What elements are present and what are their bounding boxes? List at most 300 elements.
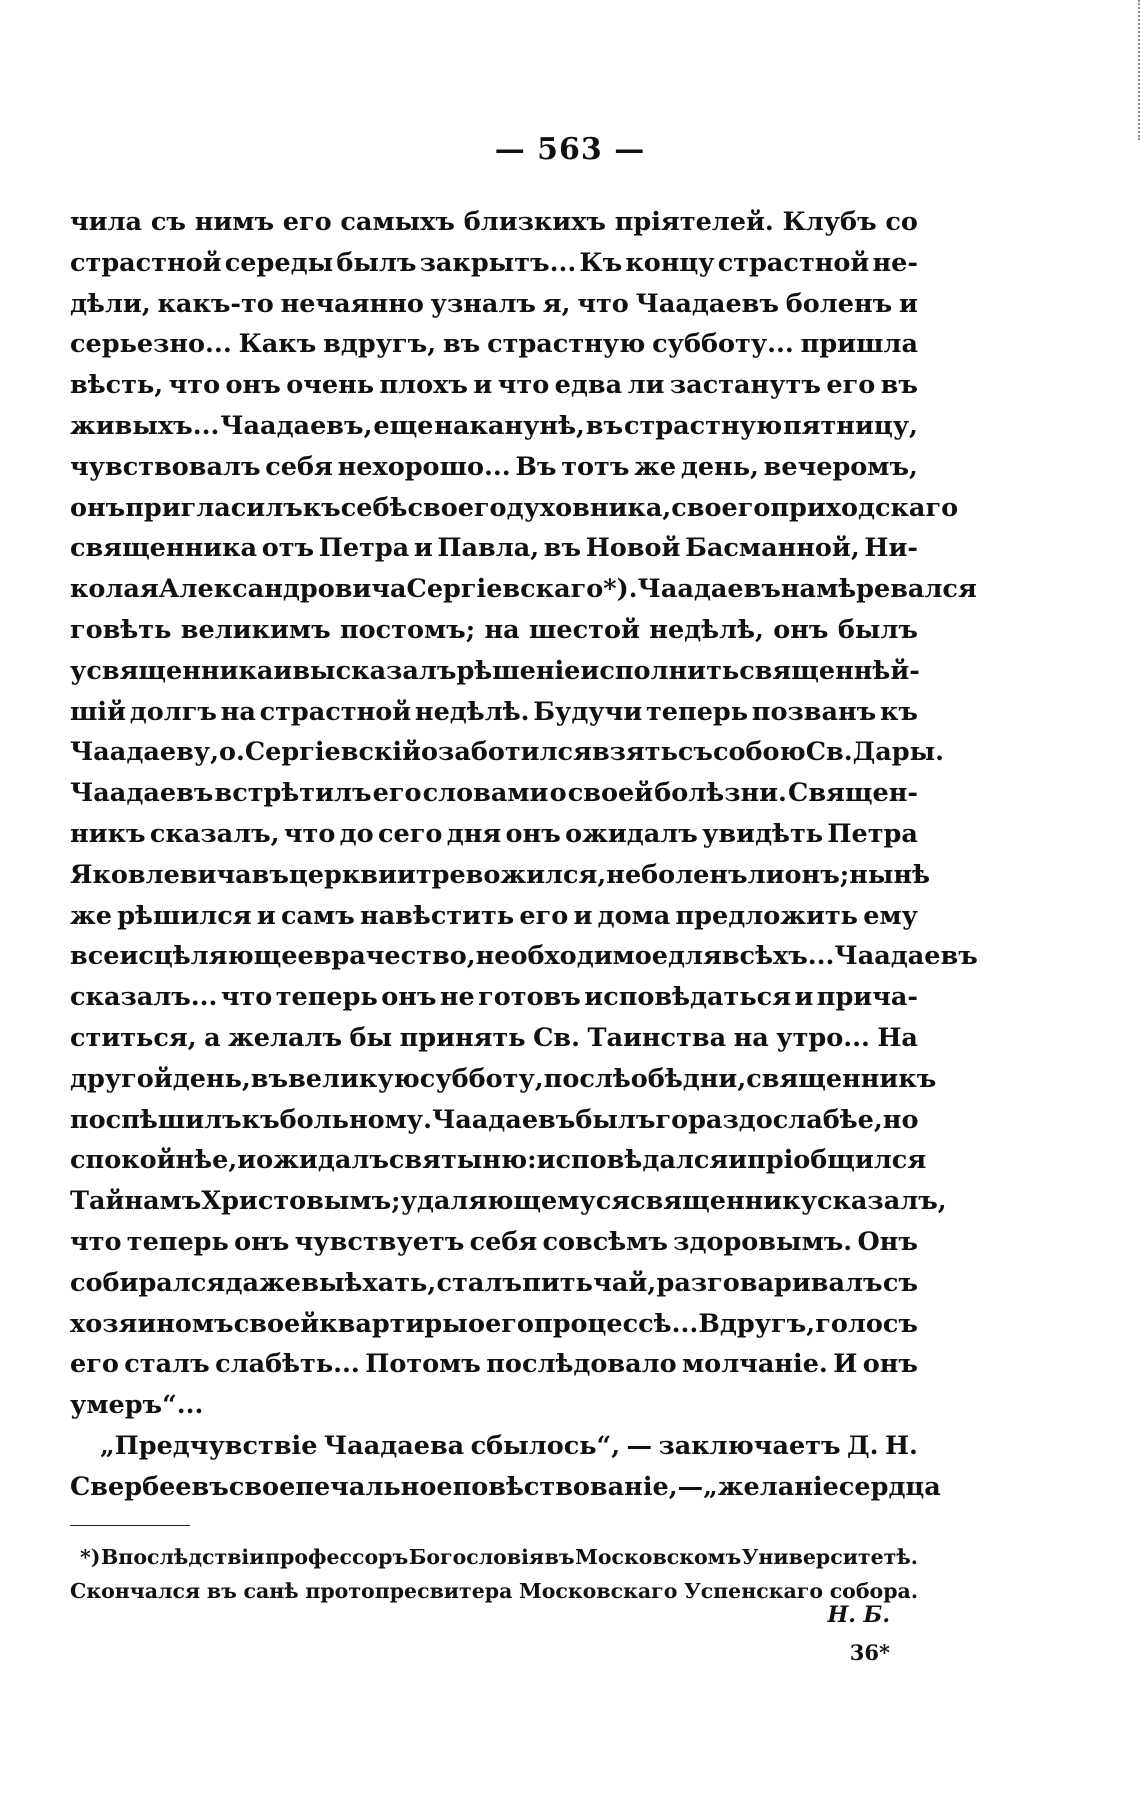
word: удаляющемуся [400,1186,631,1217]
word: былъ [837,614,918,645]
word: наканунѣ, [434,410,585,441]
word: исповѣдаться [584,982,792,1013]
word: онъ [505,818,561,849]
word: нехорошо... [337,451,511,482]
word: онъ [234,1226,290,1257]
word: увидѣть [702,818,824,849]
word: Успенскаго [684,1579,824,1603]
word: вѣсть, [70,370,164,401]
text-line [70,1263,918,1304]
word: повѣствованіе, [452,1471,678,1502]
word: молчаніе. [682,1349,828,1380]
word: никъ [70,818,146,849]
word: голосъ [815,1308,918,1339]
word: онъ [225,370,281,401]
scan-edge-artifact [1130,0,1140,140]
word: что [220,982,273,1013]
word: а [204,1022,221,1053]
word: рѣшеніе [456,655,581,686]
text-line [70,651,918,692]
word: дня [446,818,502,849]
word: другой [70,1063,173,1094]
word: до [339,818,374,849]
word: заключаетъ [658,1430,841,1461]
word: квартиры [319,1308,468,1339]
word: еще [373,410,434,441]
text-line [70,814,918,855]
word: Св. [805,737,853,768]
word: выѣхать, [301,1267,437,1298]
word: приходскаго [770,492,959,523]
word: день, [680,451,759,482]
word: Св. [533,1022,580,1053]
word: тотъ [561,451,630,482]
word: и [728,1145,748,1176]
word: закрытъ... [419,247,577,278]
word: и [273,655,293,686]
word: недѣлѣ. [414,696,530,727]
word: его [282,207,332,237]
word: вдругъ, [323,329,437,360]
word: застанутъ [669,370,821,401]
word: санѣ [243,1579,299,1603]
word: страстную [623,410,783,441]
word: его [519,900,569,931]
word: къ [302,492,341,523]
word: чувствовалъ [70,451,261,482]
text-line [70,284,918,325]
text-line [70,1467,941,1508]
word: же [634,451,677,482]
word: страстную [487,329,646,360]
text-line [70,977,918,1018]
word: у [70,655,87,686]
word: собора. [829,1579,918,1603]
word: Д. [846,1430,879,1461]
word: онъ [773,614,829,645]
text-line [70,692,918,733]
word: Чаадаеву, [70,737,219,768]
word: Чаадаевъ, [220,410,373,441]
word: онъ; [784,859,850,890]
word: чила [70,207,143,237]
word: субботу... [652,329,794,360]
word: сталъ [124,1349,210,1380]
word: позванъ [751,696,877,727]
word: слабѣть... [215,1349,360,1380]
word: профессоръ [265,1545,409,1569]
word: къ [879,696,918,727]
word: всѣхъ... [721,941,835,972]
word: собирался [70,1267,226,1298]
word: Тайнамъ [70,1186,202,1217]
word: больному. [279,1104,432,1135]
word: обѣдни, [630,1063,747,1094]
word: не- [872,247,918,278]
word: что [577,288,629,319]
word: день, [172,1063,251,1094]
word: своей [567,778,654,809]
word: встрѣтилъ [214,778,372,809]
footnote-signature: Н. Б. [827,1602,890,1628]
word: Вдругъ, [698,1308,816,1339]
word: бы [349,1022,393,1053]
word: ли [627,370,665,401]
word: Къ [579,247,623,278]
word: съ [882,1267,918,1298]
word: сего [378,818,443,849]
word: пріобщился [747,1145,927,1176]
word: нечаянно [280,288,424,319]
word: великимъ [180,614,331,645]
word: сказалъ, [149,818,280,849]
word: *). [603,574,638,605]
word: въ [250,1063,289,1094]
text-line [70,1304,918,1345]
word: протопресвитера [305,1579,513,1603]
word: въ [442,329,481,360]
text-line [70,406,918,447]
text-line [70,1018,918,1059]
word: я, [542,288,571,319]
word: Петра [318,533,410,564]
text-line [70,447,918,488]
word: нынѣ [849,859,931,890]
footnote-divider [70,1525,190,1526]
word: Чаадаевъ [431,1104,576,1135]
word: со [885,207,918,237]
word: Скончался [70,1579,201,1603]
word: пить [522,1267,593,1298]
word: и [899,288,918,319]
word: живыхъ... [70,410,220,441]
word: священника [86,655,274,686]
word: онъ [862,1349,918,1380]
word: готовъ [478,982,581,1013]
word: поспѣшилъ [70,1104,242,1135]
word: что [497,370,550,401]
word: Свербеевъ [70,1471,229,1502]
word: Клубъ [782,207,877,237]
text-line [70,936,978,977]
text-line [70,1059,937,1100]
word: дѣли, [70,288,151,319]
word: ожидалъ [256,1145,389,1176]
word: пятницу, [783,410,918,441]
word: Московскаго [519,1579,678,1603]
word: онъ [381,982,437,1013]
word: гораздо [655,1104,773,1135]
word: своего [407,492,507,523]
word: желалъ [228,1022,343,1053]
word: Сергіевскій [244,737,422,768]
word: и [396,859,416,890]
word: Какъ [238,329,317,360]
word: священнѣй- [739,655,920,686]
word: „желаніе [703,1471,839,1502]
word: шій [70,696,127,727]
word: теперь [646,696,749,727]
word: хозяиномъ [70,1308,234,1339]
word: утро... [776,1022,870,1053]
word: едва [554,370,623,401]
word: высказалъ [292,655,457,686]
word: Чаадаевъ [70,778,214,809]
word: но [882,1104,919,1135]
word: болѣзни. [654,778,787,809]
word: самъ [281,900,355,931]
word: на [220,696,256,727]
word: собою [712,737,806,768]
word: и [413,533,433,564]
word: Петра [827,818,918,849]
word: Н. [884,1430,918,1461]
text-line [70,202,918,243]
word: шестой [529,614,640,645]
word: Новой [585,533,681,564]
word: и [573,900,593,931]
word: Потомъ [365,1349,481,1380]
word: исполнить [580,655,740,686]
word: Богословія [408,1545,545,1569]
word: Университетѣ. [741,1545,918,1569]
word: церкви [288,859,397,890]
text-line [70,732,945,773]
word: Ни- [864,533,918,564]
word: боленъ [785,288,893,319]
word: „Предчувствіе [100,1430,318,1461]
word: печальное [295,1471,453,1502]
word: своей [233,1308,320,1339]
word: страстной [70,247,222,278]
word: и [237,1145,257,1176]
word: какъ-то [157,288,274,319]
word: чай, [593,1267,657,1298]
word: сталъ [436,1267,522,1298]
word: что [283,818,336,849]
word: слабѣе, [772,1104,883,1135]
word: недѣлѣ, [649,614,764,645]
word: Чаадаевъ [635,288,779,319]
word: пріятелей. [614,207,774,237]
word: колая [70,574,159,605]
text-line [70,528,918,569]
word: въ [251,859,289,890]
text-line [70,1100,918,1141]
word: Чаадаева [323,1430,465,1461]
word: нимъ [194,207,275,237]
word: узналъ [430,288,536,319]
word: Басманной, [685,533,860,564]
text-line [70,1140,927,1181]
word: о [549,778,567,809]
word: послѣ [543,1063,631,1094]
word: прича- [816,982,918,1013]
word: разговаривалъ [656,1267,883,1298]
word: Павла, [437,533,540,564]
word: постомъ; [339,614,476,645]
word: въ [880,370,918,401]
text-line-paragraph-end: умеръ“... [70,1390,204,1421]
word: пришла [800,329,918,360]
word: принять [399,1022,526,1053]
word: съ [150,207,186,237]
word: субботу, [419,1063,544,1094]
word: Священ- [788,778,918,809]
text-line [70,324,918,365]
word: Онъ [857,1226,918,1257]
word: теперь [275,982,378,1013]
word: Таинства [587,1022,727,1053]
word: священника [70,533,258,564]
main-text [70,202,978,1508]
word: озаботился [421,737,592,768]
word: о [467,1308,485,1339]
word: исповѣдался [536,1145,729,1176]
word: Впослѣдствіи [100,1545,265,1569]
word: же [70,900,112,931]
word: говѣть [70,614,172,645]
word: навѣстить [359,900,515,931]
word: совсѣмъ [542,1226,668,1257]
word: Чаадаевъ [834,941,978,972]
word: словами [422,778,549,809]
word: въ [585,410,624,441]
word: близкихъ [463,207,606,237]
word: сбылось“, [470,1430,621,1461]
text-line [70,569,977,610]
word: своего [671,492,771,523]
word: очень [286,370,375,401]
text-line [70,243,918,284]
text-line [70,1222,918,1263]
text-line [70,488,959,529]
word: о. [219,737,245,768]
word: въ [543,533,582,564]
word: его [372,778,422,809]
word: на [733,1022,769,1053]
word: былъ [575,1104,656,1135]
text-line [70,610,918,651]
word: ожидалъ [565,818,698,849]
word: свое [228,1471,296,1502]
word: Въ [515,451,557,482]
word: его [485,1308,534,1339]
word: онъ [70,492,126,523]
word: Будучи [533,696,643,727]
word: себя [469,1226,538,1257]
word: что [168,370,221,401]
text-line-paragraph-start [70,1426,918,1467]
word: и [794,982,814,1013]
word: рѣшился [117,900,252,931]
word: Сергіевскаго [406,574,604,605]
word: и [473,370,493,401]
text-line [70,1344,918,1385]
word: въ [206,1579,237,1603]
word: процессѣ... [534,1308,699,1339]
word: На [877,1022,918,1053]
word: предложить [675,900,858,931]
word: даже [225,1267,301,1298]
word: дома [597,900,671,931]
word: въ [544,1545,575,1569]
word: духовника, [506,492,672,523]
word: самыхъ [340,207,455,237]
word: необходимое [475,941,668,972]
word: страстной [717,247,870,278]
word: Чаадаевъ [637,574,781,605]
text-line [70,365,918,406]
word: чувствуетъ [294,1226,465,1257]
text-line [70,855,931,896]
word: былъ [336,247,417,278]
word: себя [265,451,333,482]
word: Дары. [852,737,945,768]
word: *) [80,1545,101,1569]
word: — [626,1430,653,1461]
word: ститься, [70,1022,197,1053]
text-line [70,896,918,937]
word: тревожился, [415,859,607,890]
footnote-line [70,1540,918,1574]
word: послѣдовало [486,1349,677,1380]
word: себѣ [340,492,408,523]
word: пригласилъ [125,492,303,523]
text-line [70,1181,947,1222]
text-line [70,773,918,814]
word: къ [241,1104,280,1135]
word: ли [747,859,785,890]
word: сказалъ... [70,982,218,1013]
word: что [70,1226,122,1257]
word: его [70,1349,119,1380]
word: намѣревался [780,574,977,605]
word: для [668,941,722,972]
word: долгъ [129,696,217,727]
word: святыню: [388,1145,537,1176]
word: боленъ [641,859,748,890]
word: на [484,614,520,645]
word: врачество, [313,941,476,972]
word: середы [224,247,334,278]
word: его [826,370,876,401]
word: здоровымъ. [673,1226,853,1257]
word: теперь [126,1226,229,1257]
word: серьезно... [70,329,232,360]
word: отъ [261,533,315,564]
word: сердца [838,1471,941,1502]
printer-signature-mark: 36* [849,1640,890,1665]
word: сказалъ, [816,1186,947,1217]
word: взять [591,737,678,768]
page-number: — 563 — [494,132,646,167]
word: великую [288,1063,420,1094]
word: и [256,900,276,931]
word: Александровича [158,574,407,605]
word: И [833,1349,858,1380]
word: вечеромъ, [763,451,918,482]
word: не [439,982,475,1013]
word: всеисцѣляющее [70,941,314,972]
word: священникъ [746,1063,937,1094]
word: ему [863,900,918,931]
word: спокойнѣе, [70,1145,238,1176]
word: Христовымъ; [201,1186,401,1217]
word: съ [677,737,713,768]
word: страстной [259,696,412,727]
footnote-block [70,1540,918,1608]
